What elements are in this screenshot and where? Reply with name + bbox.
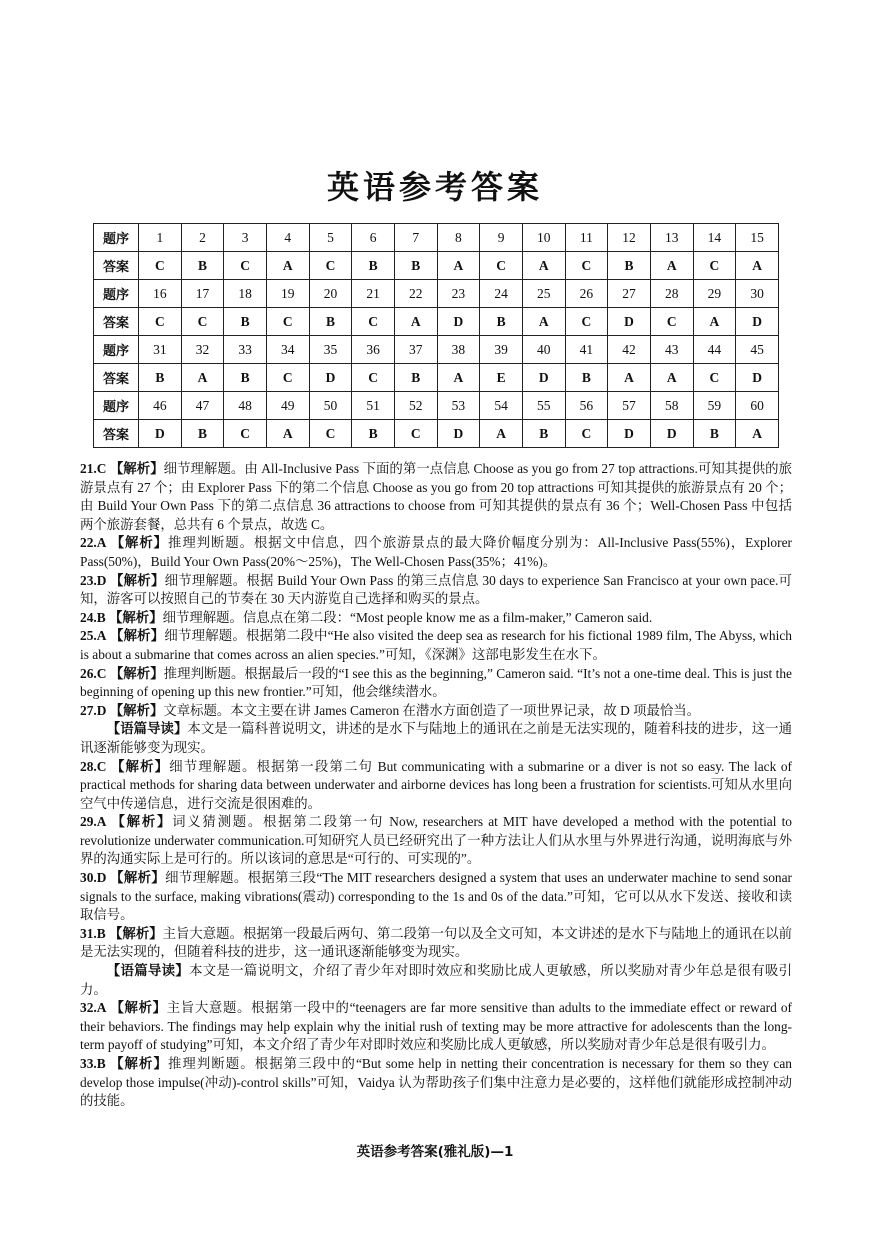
question-number-cell: 17 <box>181 280 224 308</box>
answer-cell: C <box>181 308 224 336</box>
answer-cell: C <box>565 420 608 448</box>
question-number-cell: 1 <box>139 224 182 252</box>
question-number-cell: 47 <box>181 392 224 420</box>
explanation-number: 27.D <box>80 702 107 718</box>
explanation-number: 23.D <box>80 572 107 588</box>
answer-cell: C <box>650 308 693 336</box>
question-number-cell: 2 <box>181 224 224 252</box>
explanation-text: 细节理解题。根据第二段中“He also visited the deep sea as research for his fictional 1989 film, The Abyss, which is about a submarine that comes across an alien species.”可知，《深渊》这部电影发生在水下。 <box>80 628 792 662</box>
question-row <box>94 336 779 364</box>
question-number-cell: 25 <box>522 280 565 308</box>
page-footer: 英语参考答案(雅礼版)—1 <box>356 1144 514 1160</box>
explanation-item <box>80 869 792 925</box>
answer-cell: A <box>437 364 480 392</box>
explanation-tag: 【解析】 <box>110 870 166 886</box>
answer-cell: A <box>480 420 523 448</box>
answer-cell: C <box>565 308 608 336</box>
question-number-cell: 24 <box>480 280 523 308</box>
explanation-item <box>80 572 792 609</box>
question-number-cell: 46 <box>139 392 182 420</box>
answer-row-label: 答案 <box>94 308 139 336</box>
answer-cell: C <box>565 252 608 280</box>
question-number-cell: 18 <box>224 280 267 308</box>
explanation-text: 主旨大意题。根据第一段中的“teenagers are far more sensitive than adults to the immediate effect or reward of their behaviors. The findings may help explain why the initial rush of texting may be more attractive for adolescents than the long-term payoff of studying”可知，本文介绍了青少年对即时效应和奖励比成人更敏感，所以奖励对青少年总是很有吸引力。 <box>80 1000 792 1053</box>
question-row <box>94 224 779 252</box>
question-number-cell: 39 <box>480 336 523 364</box>
explanation-text: 本文是一篇说明文，介绍了青少年对即时效应和奖励比成人更敏感，所以奖励对青少年总是很有吸引力。 <box>80 963 792 997</box>
question-number-cell: 10 <box>522 224 565 252</box>
explanation-tag: 【解析】 <box>111 814 173 830</box>
question-number-cell: 54 <box>480 392 523 420</box>
answer-cell: B <box>394 364 437 392</box>
explanation-text: 细节理解题。根据第一段第二句 But communicating with a submarine or a diver is not so easy. The lack of practical methods for sharing data between underwater and airborne devices has long been a frustration for scientists.可知从水里向空气中传递信息，进行交流是很困难的。 <box>80 758 792 811</box>
explanation-tag: 【解析】 <box>110 758 170 774</box>
answer-cell: C <box>139 308 182 336</box>
question-number-cell: 7 <box>394 224 437 252</box>
answer-cell: D <box>608 420 651 448</box>
answer-cell: A <box>437 252 480 280</box>
explanation-tag: 【语篇导读】 <box>106 721 188 737</box>
answer-table <box>93 223 779 448</box>
explanation-item <box>80 665 792 702</box>
question-number-cell: 12 <box>608 224 651 252</box>
explanation-tag: 【解析】 <box>110 535 168 551</box>
explanation-text: 主旨大意题。根据第一段最后两句、第二段第一句以及全文可知，本文讲述的是水下与陆地上的通讯在以前是无法实现的，但随着科技的进步，这一通讯逐渐能够变为现实。 <box>80 925 793 960</box>
answer-row <box>94 252 779 280</box>
answer-cell: C <box>394 420 437 448</box>
answer-cell: D <box>139 420 182 448</box>
answer-cell: C <box>139 252 182 280</box>
explanation-text: 细节理解题。信息点在第二段：“Most people know me as a film-maker,” Cameron said. <box>162 609 653 625</box>
question-number-cell: 56 <box>565 392 608 420</box>
question-number-cell: 58 <box>650 392 693 420</box>
question-number-cell: 41 <box>565 336 608 364</box>
passage-intro <box>80 962 792 999</box>
answer-row <box>94 364 779 392</box>
question-number-cell: 45 <box>736 336 779 364</box>
answer-cell: A <box>522 252 565 280</box>
explanation-text: 推理判断题。根据最后一段的“I see this as the beginning,” Cameron said. “It’s not a one-time deal. This is just the beginning of opening up this new frontier.”可知，他会继续潜水。 <box>80 665 792 700</box>
explanation-item <box>80 609 792 628</box>
question-number-cell: 11 <box>565 224 608 252</box>
answer-cell: B <box>352 252 395 280</box>
answer-cell: B <box>139 364 182 392</box>
question-number-cell: 38 <box>437 336 480 364</box>
explanation-number: 32.A <box>80 1000 107 1016</box>
question-number-cell: 42 <box>608 336 651 364</box>
explanation-tag: 【解析】 <box>109 609 163 625</box>
question-number-cell: 8 <box>437 224 480 252</box>
explanation-tag: 【解析】 <box>110 1000 167 1016</box>
answer-cell: B <box>181 420 224 448</box>
question-number-cell: 9 <box>480 224 523 252</box>
explanation-tag: 【解析】 <box>109 665 164 681</box>
question-number-cell: 44 <box>693 336 736 364</box>
explanation-item <box>80 460 792 534</box>
explanation-number: 33.B <box>80 1056 106 1071</box>
explanation-item <box>80 1055 792 1111</box>
answer-row-label: 答案 <box>94 252 139 280</box>
explanation-item <box>80 702 792 721</box>
answer-cell: C <box>309 420 352 448</box>
answer-cell: B <box>394 252 437 280</box>
question-number-cell: 20 <box>309 280 352 308</box>
answer-cell: D <box>608 308 651 336</box>
explanations <box>80 460 792 1111</box>
question-number-cell: 4 <box>266 224 309 252</box>
question-row <box>94 392 779 420</box>
question-number-cell: 31 <box>139 336 182 364</box>
explanation-number: 24.B <box>80 609 106 625</box>
question-number-cell: 21 <box>352 280 395 308</box>
explanation-tag: 【解析】 <box>109 628 165 644</box>
answer-cell: A <box>736 252 779 280</box>
explanation-text: 本文是一篇科普说明文，讲述的是水下与陆地上的通讯在之前是无法实现的，随着科技的进步，这一通讯逐渐能够变为现实。 <box>80 721 793 755</box>
answer-cell: B <box>693 420 736 448</box>
explanation-number: 30.D <box>80 870 107 886</box>
question-number-cell: 13 <box>650 224 693 252</box>
explanation-text: 细节理解题。由 All-Inclusive Pass 下面的第一点信息 Choose as you go from 27 top attractions.可知其提供的旅游景点有 27 个；由 Explorer Pass 下的第二个信息 Choose as you go from 20 top attractions 可知其提供的旅游景点有 20 个；由 Build Your Own Pass 下的第二点信息 36 attractions to choose from 可知其提供的景点有 36 个；Well-Chosen Pass 中包括两个旅游套餐，总共有 6 个景点，故选 C。 <box>80 461 793 532</box>
question-number-cell: 36 <box>352 336 395 364</box>
explanation-item <box>80 813 792 869</box>
question-number-cell: 59 <box>693 392 736 420</box>
explanation-text: 推理判断题。根据第三段中的“But some help in netting their concentration is necessary for them so they can develop those impulse(冲动)-control skills”可知，Vaidya 认为帮助孩子们集中注意力是必要的，这样他们就能形成控制冲动的技能。 <box>80 1056 792 1109</box>
question-number-cell: 5 <box>309 224 352 252</box>
answer-row-label: 答案 <box>94 364 139 392</box>
question-number-cell: 30 <box>736 280 779 308</box>
explanation-item <box>80 925 792 962</box>
answer-row <box>94 420 779 448</box>
question-number-cell: 51 <box>352 392 395 420</box>
question-number-cell: 52 <box>394 392 437 420</box>
question-row <box>94 280 779 308</box>
answer-cell: B <box>565 364 608 392</box>
explanation-item <box>80 999 792 1055</box>
answer-cell: C <box>266 308 309 336</box>
answer-cell: D <box>736 308 779 336</box>
answer-cell: D <box>309 364 352 392</box>
answer-cell: C <box>352 364 395 392</box>
answer-cell: C <box>693 252 736 280</box>
question-number-cell: 15 <box>736 224 779 252</box>
answer-cell: C <box>352 308 395 336</box>
answer-cell: C <box>224 420 267 448</box>
answer-cell: B <box>309 308 352 336</box>
answer-cell: B <box>608 252 651 280</box>
question-number-cell: 35 <box>309 336 352 364</box>
question-number-cell: 49 <box>266 392 309 420</box>
answer-cell: A <box>650 364 693 392</box>
answer-cell: A <box>266 252 309 280</box>
page-title: 英语参考答案 <box>326 168 543 206</box>
answer-row-label: 答案 <box>94 420 139 448</box>
answer-cell: A <box>394 308 437 336</box>
question-number-cell: 6 <box>352 224 395 252</box>
answer-cell: E <box>480 364 523 392</box>
question-number-cell: 55 <box>522 392 565 420</box>
answer-cell: C <box>693 364 736 392</box>
explanation-item <box>80 627 792 664</box>
explanation-number: 21.C <box>80 461 107 476</box>
question-number-cell: 32 <box>181 336 224 364</box>
answer-cell: B <box>352 420 395 448</box>
question-number-cell: 29 <box>693 280 736 308</box>
question-number-cell: 34 <box>266 336 309 364</box>
answer-cell: B <box>224 308 267 336</box>
answer-cell: C <box>224 252 267 280</box>
explanation-tag: 【解析】 <box>110 572 165 588</box>
question-number-cell: 3 <box>224 224 267 252</box>
answer-cell: A <box>522 308 565 336</box>
answer-cell: C <box>309 252 352 280</box>
question-number-cell: 23 <box>437 280 480 308</box>
answer-cell: A <box>736 420 779 448</box>
question-number-cell: 28 <box>650 280 693 308</box>
explanation-tag: 【语篇导读】 <box>106 963 190 979</box>
question-number-cell: 22 <box>394 280 437 308</box>
question-number-cell: 26 <box>565 280 608 308</box>
question-number-cell: 16 <box>139 280 182 308</box>
answer-cell: A <box>693 308 736 336</box>
explanation-tag: 【解析】 <box>109 461 164 476</box>
question-number-cell: 48 <box>224 392 267 420</box>
question-number-cell: 53 <box>437 392 480 420</box>
question-number-cell: 33 <box>224 336 267 364</box>
question-number-cell: 37 <box>394 336 437 364</box>
question-number-cell: 50 <box>309 392 352 420</box>
answer-cell: D <box>522 364 565 392</box>
explanation-text: 细节理解题。根据 Build Your Own Pass 的第三点信息 30 days to experience San Francisco at your own pace.可知，游客可以按照自己的节奏在 30 天内游览自己选择和购买的景点。 <box>80 572 793 607</box>
question-row-label: 题序 <box>94 224 139 252</box>
answer-cell: D <box>650 420 693 448</box>
answer-cell: C <box>480 252 523 280</box>
explanation-number: 22.A <box>80 535 107 551</box>
question-number-cell: 27 <box>608 280 651 308</box>
explanation-item <box>80 534 792 571</box>
explanation-number: 28.C <box>80 758 107 774</box>
answer-cell: D <box>437 308 480 336</box>
answer-cell: A <box>181 364 224 392</box>
explanation-tag: 【解析】 <box>110 1056 168 1071</box>
answer-cell: D <box>736 364 779 392</box>
answer-row <box>94 308 779 336</box>
explanation-tag: 【解析】 <box>109 702 164 718</box>
answer-cell: D <box>437 420 480 448</box>
explanation-tag: 【解析】 <box>109 925 163 941</box>
answer-cell: A <box>608 364 651 392</box>
explanation-text: 词义猜测题。根据第二段第一句 Now, researchers at MIT have developed a method with the potential to revolutionize underwater communication.可知研究人员已经研究出了一种方法让人们从水里与外界进行沟通，说明海底与外界的沟通实际上是可行的。所以该词的意思是“可行的、可实现的”。 <box>80 814 792 867</box>
explanation-number: 31.B <box>80 925 106 941</box>
explanation-number: 25.A <box>80 628 107 644</box>
answer-cell: B <box>522 420 565 448</box>
answer-cell: B <box>181 252 224 280</box>
answer-cell: A <box>650 252 693 280</box>
explanation-text: 推理判断题。根据文中信息，四个旅游景点的最大降价幅度分别为：All-Inclusive Pass(55%)，Explorer Pass(50%)，Build Your Own Pass(20%～25%)，The Well-Chosen Pass(35%；41%)。 <box>80 535 792 569</box>
question-number-cell: 43 <box>650 336 693 364</box>
answer-cell: A <box>266 420 309 448</box>
explanation-text: 细节理解题。根据第三段“The MIT researchers designed a system that uses an underwater machine to send sonar signals to the surface, making vibrations(震动) corresponding to the 1s and 0s of the data.”可知，它可以从水下发送、接收和读取信号。 <box>80 870 792 923</box>
question-number-cell: 60 <box>736 392 779 420</box>
question-row-label: 题序 <box>94 392 139 420</box>
answer-cell: B <box>224 364 267 392</box>
question-number-cell: 19 <box>266 280 309 308</box>
question-row-label: 题序 <box>94 336 139 364</box>
question-number-cell: 14 <box>693 224 736 252</box>
question-number-cell: 40 <box>522 336 565 364</box>
explanation-number: 26.C <box>80 665 107 681</box>
explanation-number: 29.A <box>80 814 107 830</box>
passage-intro <box>80 720 792 757</box>
explanation-text: 文章标题。本文主要在讲 James Cameron 在潜水方面创造了一项世界记录，故 D 项最恰当。 <box>163 702 701 718</box>
question-row-label: 题序 <box>94 280 139 308</box>
answer-cell: C <box>266 364 309 392</box>
explanation-item <box>80 758 792 814</box>
question-number-cell: 57 <box>608 392 651 420</box>
answer-cell: B <box>480 308 523 336</box>
